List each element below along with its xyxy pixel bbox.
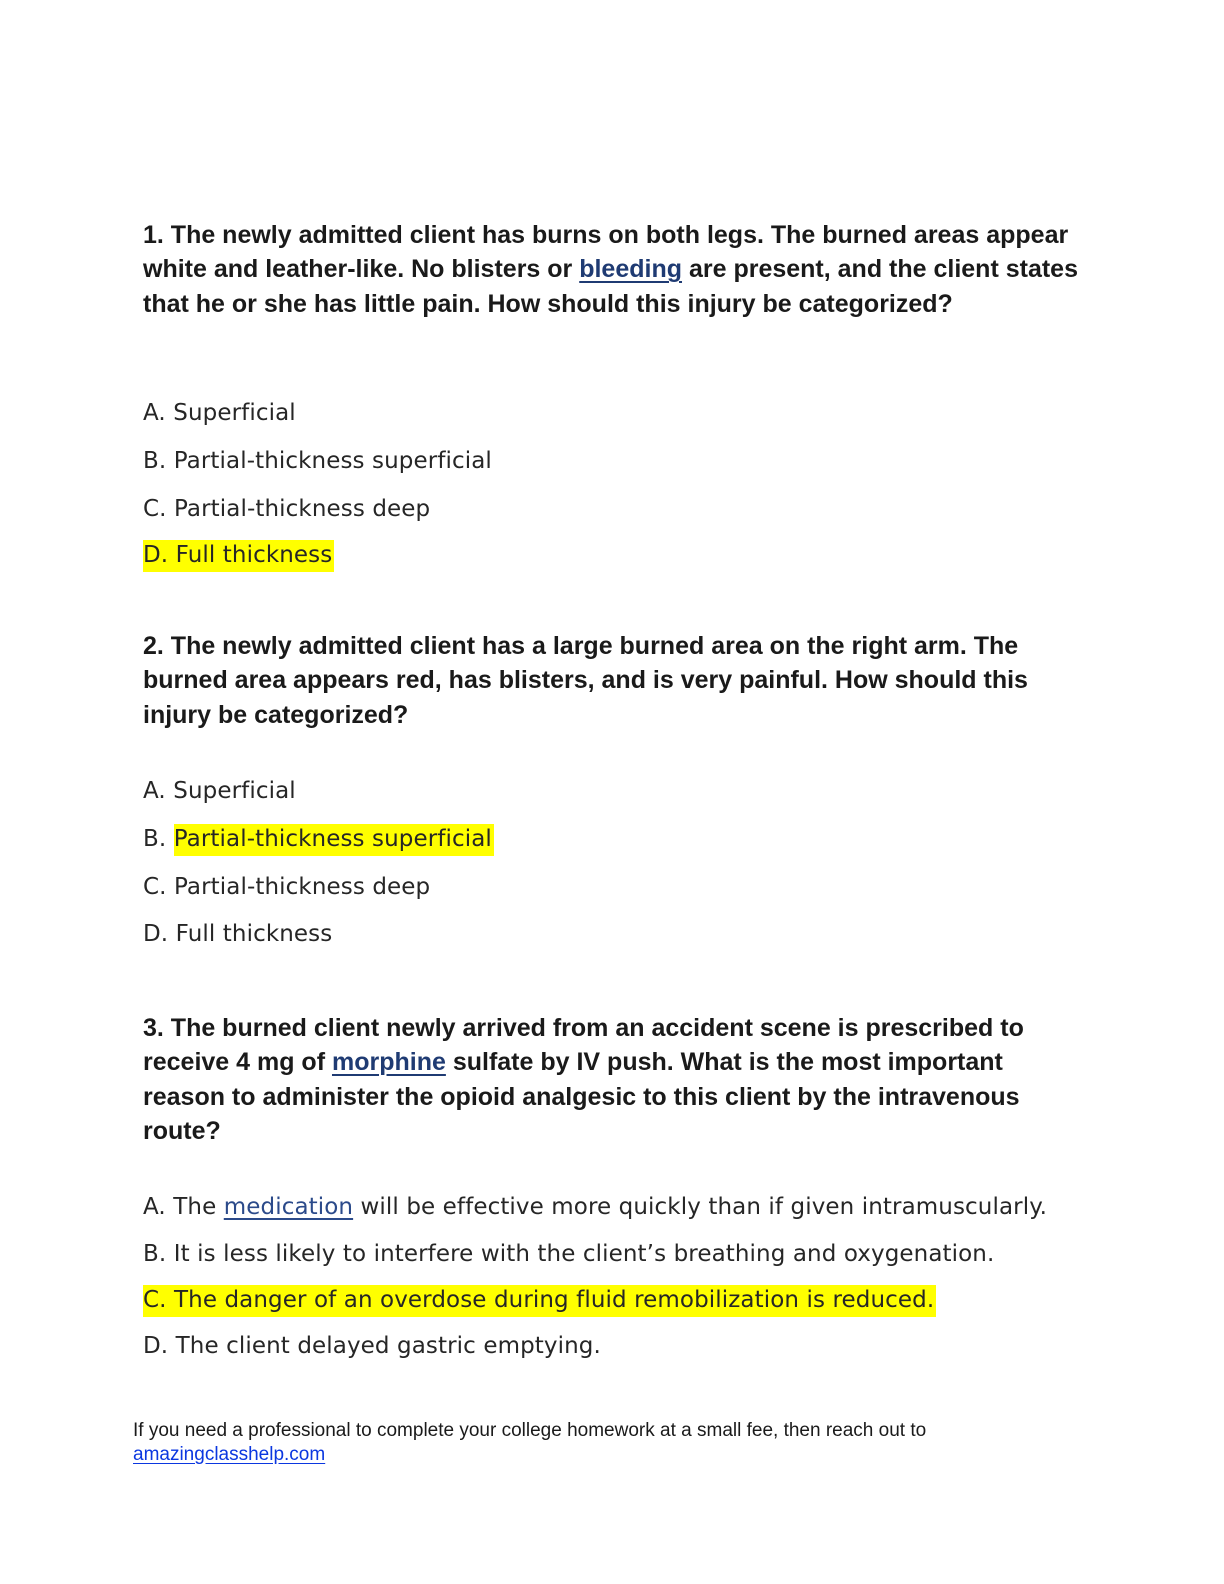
question-1-option-a (143, 399, 296, 427)
question-1-text-after: are present, and the client states that he or she has little pain. How should this injury be categorized? (143, 255, 1078, 318)
question-3-option-d (143, 1332, 601, 1360)
bleeding-link[interactable]: bleeding (579, 255, 683, 284)
option-letter: A. (143, 778, 166, 804)
option-text: Full thickness (175, 542, 333, 568)
question-3-text-before: 3. The burned client newly arrived from an accident scene is prescribed to receive 4 mg of (143, 1014, 1024, 1077)
answer-highlight (143, 540, 334, 572)
question-2-option-c (143, 873, 430, 901)
morphine-link[interactable]: morphine (331, 1048, 446, 1077)
option-text: Partial-thickness superficial (173, 448, 492, 474)
option-text: It is less likely to interfere with the client’s breathing and oxygenation. (173, 1241, 995, 1267)
option-text-after: will be effective more quickly than if given intramuscularly. (353, 1194, 1048, 1220)
question-2-stem: 2. The newly admitted client has a large burned area on the right arm. The burned area appears red, has blisters, and is very painful. How should this injury be categorized? (143, 632, 1028, 729)
footer-text: If you need a professional to complete your college homework at a small fee, then reach out to (133, 1420, 927, 1441)
option-letter: D. (143, 542, 169, 568)
option-letter: C. (143, 496, 167, 522)
option-text-before: The (173, 1194, 224, 1220)
question-1-option-d (143, 541, 334, 569)
question-3-option-b (143, 1240, 994, 1268)
option-letter: B. (143, 1241, 167, 1267)
question-1-option-b (143, 447, 492, 475)
option-text: The client delayed gastric emptying. (175, 1333, 601, 1359)
answer-highlight (143, 1285, 936, 1317)
option-text: Partial-thickness deep (174, 874, 431, 900)
question-2-option-a (143, 777, 296, 805)
option-letter: D. (143, 921, 169, 947)
footer-promo (133, 1419, 1113, 1467)
option-letter: C. (143, 874, 167, 900)
footer-link[interactable]: amazingclasshelp.com (133, 1444, 326, 1465)
option-letter: B. (143, 448, 167, 474)
option-text: Full thickness (175, 921, 333, 947)
option-text: Partial-thickness deep (174, 496, 431, 522)
option-text (173, 1194, 1047, 1220)
answer-highlight: Partial-thickness superficial (174, 824, 494, 856)
option-text: The danger of an overdose during fluid remobilization is reduced. (174, 1287, 935, 1313)
option-letter: A. (143, 400, 166, 426)
question-3-option-c (143, 1286, 936, 1314)
question-3-option-a (143, 1193, 1047, 1221)
option-letter: A. (143, 1194, 166, 1220)
medication-link[interactable]: medication (223, 1194, 354, 1220)
question-3-text-after: sulfate by IV push. What is the most important reason to administer the opioid analgesic to this client by the intravenous route? (143, 1048, 1020, 1145)
question-1-text-before: 1. The newly admitted client has burns on both legs. The burned areas appear white and leather-like. No blisters or (143, 221, 1069, 284)
question-1-option-c (143, 495, 430, 523)
option-letter: C. (143, 1287, 167, 1313)
question-1-stem (143, 218, 1083, 321)
option-letter: D. (143, 1333, 169, 1359)
option-text: Superficial (173, 778, 296, 804)
question-2-option-d (143, 920, 332, 948)
question-2-option-b (143, 825, 494, 853)
option-letter: B. (143, 826, 167, 852)
question-3-stem (143, 1011, 1083, 1148)
option-text: Superficial (173, 400, 296, 426)
